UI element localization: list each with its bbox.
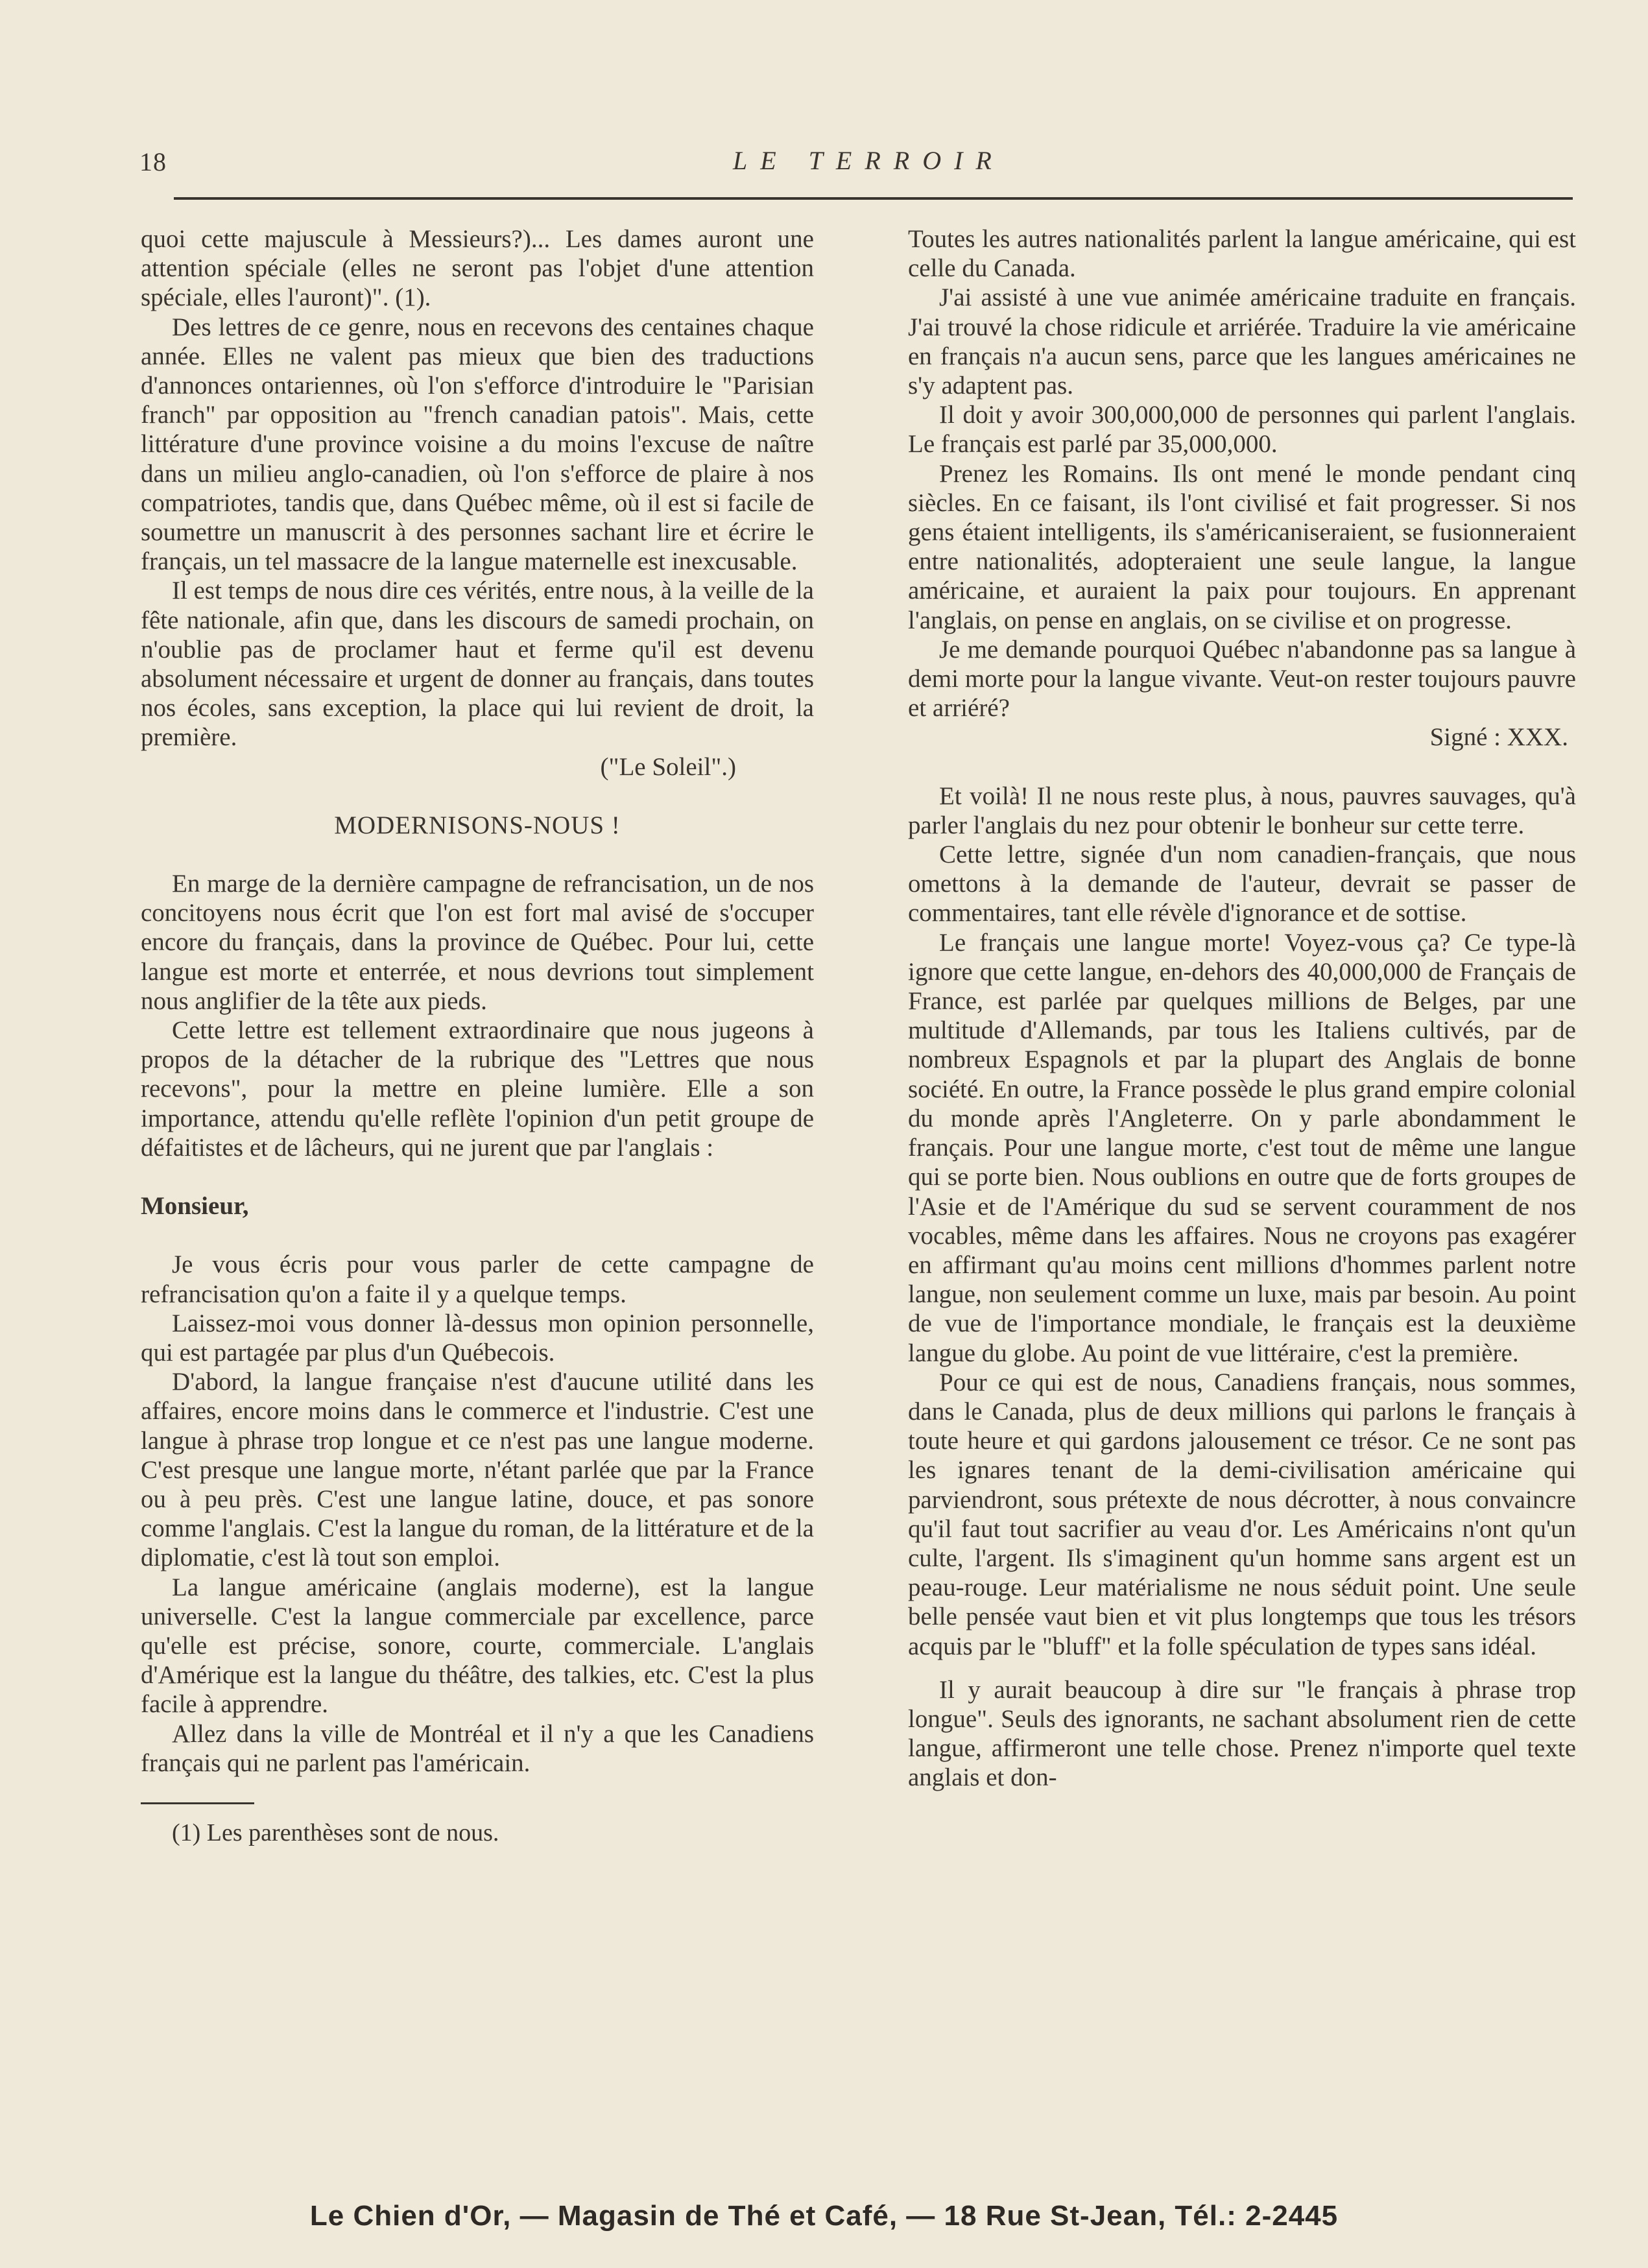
paragraph: D'abord, la langue française n'est d'aucune utilité dans les affaires, encore moins dans le commerce et l'industrie. C'est une langue à phrase trop longue et ce n'est pas une langue moderne. C'est presque une langue morte, n'étant parlée que par la France ou à peu près. C'est une langue latine, douce, et pas sonore comme l'anglais. C'est la langue du roman, de la littérature et de la diplomatie, c'est là tout son emploi. [141,1368,814,1572]
paragraph: Le français une langue morte! Voyez-vous ça? Ce type-là ignore que cette langue, en-dehors des 40,000,000 de Français de France, est parlée par quelques millions de Belges, par une multitude d'Allemands, par tous les Italiens cultivés, par de nombreux Espagnols et par la plupart des Anglais de bonne société. En outre, la France possède le plus grand empire colonial du monde après l'Angleterre. On y parle abondamment le français. Pour une langue morte, c'est tout de même une langue qui se porte bien. Nous oublions en outre que de forts groupes de l'Asie et de l'Amérique du sud se servent couramment de nos vocables, même dans les affaires. Nous ne croyons pas exagérer en affirmant qu'au moins cent millions d'hommes parlent notre langue, non seulement comme un luxe, mais par besoin. Au point de vue de l'importance mondiale, le français est la deuxième langue du globe. Au point de vue littéraire, c'est la première. [908,928,1576,1367]
paragraph: Prenez les Romains. Ils ont mené le monde pendant cinq siècles. En ce faisant, ils l'ont civilisé et fait progresser. Si nos gens étaient intelligents, ils s'américaniseraient, se fusionneraient entre nationalités, adopteraient une seule langue, la langue américaine, et auraient la paix pour toujours. En apprenant l'anglais, on pense en anglais, on se civilise et on progresse. [908,459,1576,634]
left-column [141,224,814,1848]
source-attribution: ("Le Soleil".) [600,752,736,781]
spacer [141,840,814,869]
paragraph: Il doit y avoir 300,000,000 de personnes qui parlent l'anglais. Le français est parlé par 35,000,000. [908,401,1576,459]
paragraph: Et voilà! Il ne nous reste plus, à nous, pauvres sauvages, qu'à parler l'anglais du nez pour obtenir le bonheur sur cette terre. [908,782,1576,839]
footnote-rule [141,1802,254,1804]
page-number: 18 [139,147,167,176]
running-head-title: LE TERROIR [733,146,1005,175]
article-heading: MODERNISONS-NOUS ! [334,811,621,839]
footer-advertisement: Le Chien d'Or, — Magasin de Thé et Café, — 18 Rue St-Jean, Tél.: 2-2445 [309,2200,1339,2232]
spacer [141,1162,814,1191]
paragraph: Cette lettre, signée d'un nom canadien-français, que nous omettons à la demande de l'auteur, devrait se passer de commentaires, tant elle révèle d'ignorance et de sottise. [908,841,1576,927]
paragraph: Je vous écris pour vous parler de cette campagne de refrancisation qu'on a faite il y a quelque temps. [141,1250,814,1308]
paragraph: Cette lettre est tellement extraordinaire que nous jugeons à propos de la détacher de la rubrique des "Lettres que nous recevons", pour la mettre en pleine lumière. Elle a son importance, attendu qu'elle reflète l'opinion d'un petit groupe de défaitistes et de lâcheurs, qui ne jurent que par l'anglais : [141,1016,814,1162]
paragraph: Des lettres de ce genre, nous en recevons des centaines chaque année. Elles ne valent pas mieux que bien des traductions d'annonces ontariennes, où l'on s'efforce d'introduire le "Parisian franch" par opposition au "french canadian patois". Mais, cette littérature d'une province voisine a du moins l'excuse de naître dans un milieu anglo-canadien, où l'on s'efforce de plaire à nos compatriotes, tandis que, dans Québec même, où il est si facile de soumettre un manuscrit à des personnes sachant lire et écrire le français, un tel massacre de la langue maternelle est inexcusable. [141,313,814,576]
paragraph: Il est temps de nous dire ces vérités, entre nous, à la veille de la fête nationale, afin que, dans les discours de samedi prochain, on n'oublie pas de proclamer haut et ferme qu'il est devenu absolument nécessaire et urgent de donner au français, dans toutes nos écoles, sans exception, la place qui lui revient de droit, la première. [141,577,814,752]
spacer [141,1221,814,1250]
spacer [141,782,814,811]
paragraph: Laissez-moi vous donner là-dessus mon opinion personnelle, qui est partagée par plus d'un Québecois. [141,1309,814,1367]
letter-signature: Signé : XXX. [1429,723,1568,752]
right-column [908,224,1576,1793]
footnote: (1) Les parenthèses sont de nous. [172,1819,499,1846]
paragraph: J'ai assisté à une vue animée américaine traduite en français. J'ai trouvé la chose ridicule et arriérée. Traduire la vie américaine en français n'a aucun sens, parce que les langues américaines ne s'y adaptent pas. [908,283,1576,400]
paragraph: quoi cette majuscule à Messieurs?)... Les dames auront une attention spéciale (elles ne seront pas l'objet d'une attention spéciale, elles l'auront)". (1). [141,225,814,312]
letter-salutation: Monsieur, [141,1192,249,1221]
spacer [908,752,1576,782]
paragraph: La langue américaine (anglais moderne), est la langue universelle. C'est la langue commerciale par excellence, parce qu'elle est précise, sonore, courte, commerciale. L'anglais d'Amérique est la langue du théâtre, des talkies, etc. C'est la plus facile à apprendre. [141,1573,814,1719]
paragraph: Allez dans la ville de Montréal et il n'y a que les Canadiens français qui ne parlent pas l'américain. [141,1719,814,1777]
paragraph: Pour ce qui est de nous, Canadiens français, nous sommes, dans le Canada, plus de deux millions qui parlons le français à toute heure et qui gardons jalousement ce trésor. Ce ne sont pas les ignares tenant de la demi-civilisation américaine qui parviendront, sous prétexte de nous décrotter, à nous convaincre qu'il faut tout sacrifier au veau d'or. Les Américains n'ont qu'un culte, l'argent. Ils s'imaginent qu'un homme sans argent est un peau-rouge. Leur matérialisme ne nous séduit point. Une seule belle pensée vaut bien et vit plus longtemps que tous les trésors acquis par le "bluff" et la folle spéculation de types sans idéal. [908,1368,1576,1660]
paragraph: En marge de la dernière campagne de refrancisation, un de nos concitoyens nous écrit que l'on est fort mal avisé de s'occuper encore du français, dans la province de Québec. Pour lui, cette langue est morte et enterrée, et nous devrions tout simplement nous anglifier de la tête aux pieds. [141,870,814,1015]
header-rule [174,197,1573,200]
spacer [908,1661,1576,1675]
paragraph: Toutes les autres nationalités parlent la langue américaine, qui est celle du Canada. [908,225,1576,283]
paragraph: Je me demande pourquoi Québec n'abandonne pas sa langue à demi morte pour la langue vivante. Veut-on rester toujours pauvre et arriéré? [908,635,1576,722]
paragraph: Il y aurait beaucoup à dire sur "le français à phrase trop longue". Seuls des ignorants, ne sachant absolument rien de cette langue, affirmeront une telle chose. Prenez n'importe quel texte anglais et don- [908,1675,1576,1792]
